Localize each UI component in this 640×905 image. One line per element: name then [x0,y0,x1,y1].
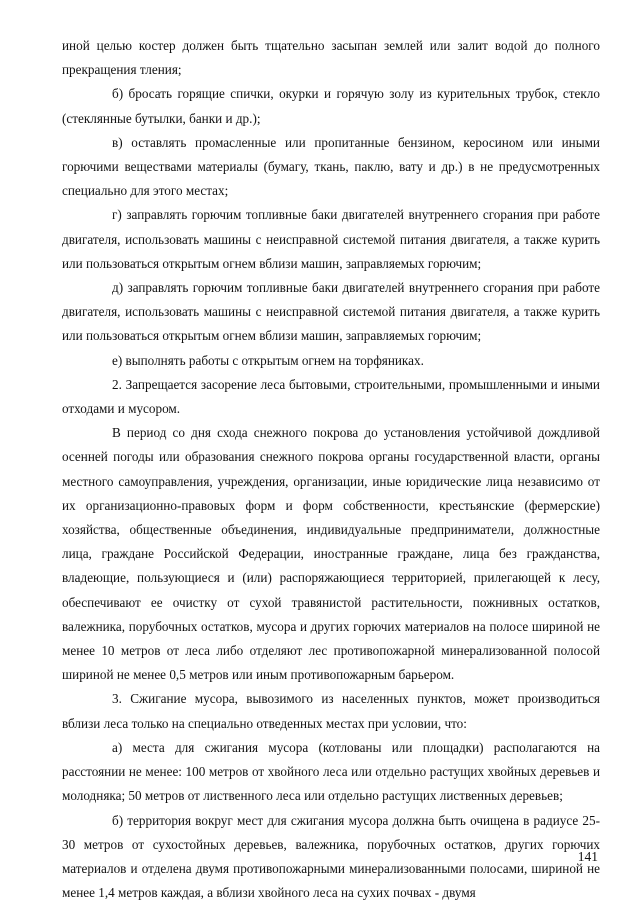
paragraph-3: в) оставлять промасленные или пропитанные бензином, керосином или иными горючими веществами материалы (бумагу, ткань, паклю, вату и др.) в не предусмотренных специально для этого местах; [62,134,600,199]
paragraph-6: е) выполнять работы с открытым огнем на торфяниках. [112,352,424,368]
page-number: 141 [577,849,598,864]
paragraph-10: а) места для сжигания мусора (котлованы или площадки) располагаются на расстоянии не менее: 100 метров от хвойного леса или отдельно растущих хвойных деревьев и молодняка; 50 метров от лиственного леса или отдельно растущих лиственных деревьев; [62,739,600,804]
paragraph-2: б) бросать горящие спички, окурки и горячую золу из курительных трубок, стекло (стеклянные бутылки, банки и др.); [62,86,600,126]
paragraph-11: б) территория вокруг мест для сжигания мусора должна быть очищена в радиусе 25-30 метров от сухостойных деревьев, валежника, порубочных остатков, других горючих материалов и отделена двумя противопожарными минерализованными полосами, шириной не менее 1,4 метров каждая, а вблизи хвойного леса на сухих почвах - двумя [62,812,600,901]
paragraph-7: 2. Запрещается засорение леса бытовыми, строительными, промышленными и иными отходами и мусором. [62,376,600,417]
paragraph-8: В период со дня схода снежного покрова до установления устойчивой дождливой осенней погоды или образования снежного покрова органы государственной власти, органы местного самоуправления, учреждения, организации, иные юридические лица независимо от их организационно-правовых форм и форм собственности, крестьянские (фермерские) хозяйства, общественные объединения, индивидуальные предприниматели, должностные лица, граждане Российской Федерации, иностранные граждане, лица без гражданства, владеющие, пользующиеся и (или) распоряжающиеся территорией, прилегающей к лесу, обеспечивают ее очистку от сухой травянистой растительности, пожнивных остатков, валежника, порубочных остатков, мусора и других горючих материалов на полосе шириной не менее 10 метров от леса либо отделяют лес противопожарной минерализованной полосой шириной не менее 0,5 метров или иным противопожарным барьером. [62,425,600,683]
paragraph-5: д) заправлять горючим топливные баки двигателей внутреннего сгорания при работе двигателя, использовать машины с неисправной системой питания двигателя, а также курить или пользоваться открытым огнем вблизи машин, заправляемых горючим; [62,280,600,344]
paragraph-1: иной целью костер должен быть тщательно засыпан землей или залит водой до полного прекращения тления; [62,38,600,78]
paragraph-9: 3. Сжигание мусора, вывозимого из населенных пунктов, может производиться вблизи леса только на специально отведенных местах при условии, что: [62,691,600,731]
paragraph-4: г) заправлять горючим топливные баки двигателей внутреннего сгорания при работе двигателя, использовать машины с неисправной системой питания двигателя, а также курить или пользоваться открытым огнем вблизи машин, заправляемых горючим; [62,207,600,271]
document-body [62,34,600,905]
